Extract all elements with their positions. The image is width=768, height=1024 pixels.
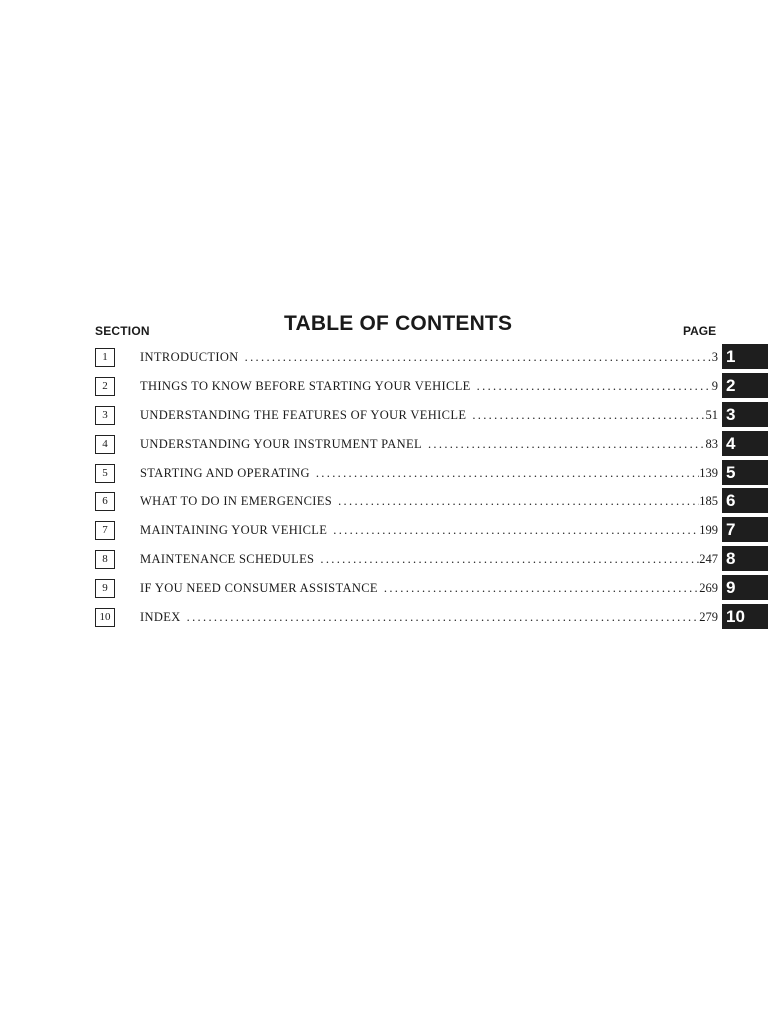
toc-entry-page-number[interactable]: 51: [705, 408, 718, 422]
section-thumb-tab[interactable]: 5: [722, 460, 768, 485]
toc-entry-title[interactable]: INDEX: [140, 610, 181, 624]
toc-entry-line[interactable]: [140, 610, 718, 626]
page-column-header: PAGE: [683, 324, 717, 338]
toc-entry-page-number[interactable]: 247: [699, 552, 718, 566]
toc-entry-line[interactable]: [140, 408, 718, 424]
section-thumb-tab[interactable]: 8: [722, 546, 768, 571]
toc-entry[interactable]: [0, 464, 768, 488]
toc-entry-title[interactable]: IF YOU NEED CONSUMER ASSISTANCE: [140, 581, 378, 595]
dot-leader: [471, 379, 712, 394]
toc-entry-line[interactable]: [140, 581, 718, 597]
toc-entry[interactable]: [0, 435, 768, 459]
dot-leader: [181, 610, 700, 625]
section-thumb-tab[interactable]: 10: [722, 604, 768, 629]
toc-entry[interactable]: [0, 492, 768, 516]
dot-leader: [422, 437, 706, 452]
toc-entry[interactable]: [0, 550, 768, 574]
toc-entry-title[interactable]: INTRODUCTION: [140, 350, 239, 364]
section-thumb-tab[interactable]: 9: [722, 575, 768, 600]
toc-entry-page-number[interactable]: 185: [699, 494, 718, 508]
toc-entry-line[interactable]: [140, 494, 718, 510]
toc-entry-title[interactable]: WHAT TO DO IN EMERGENCIES: [140, 494, 333, 508]
toc-entry-page-number[interactable]: 269: [699, 581, 718, 595]
toc-entry-title[interactable]: THINGS TO KNOW BEFORE STARTING YOUR VEHICLE: [140, 379, 471, 393]
section-number-box: 5: [95, 464, 115, 483]
toc-entry-title[interactable]: MAINTAINING YOUR VEHICLE: [140, 523, 328, 537]
section-number-box: 1: [95, 348, 115, 367]
dot-leader: [314, 552, 699, 567]
toc-entry-page-number[interactable]: 199: [699, 523, 718, 537]
toc-entry-page-number[interactable]: 139: [699, 466, 718, 480]
toc-entry-title[interactable]: UNDERSTANDING YOUR INSTRUMENT PANEL: [140, 437, 422, 451]
toc-entry-title[interactable]: STARTING AND OPERATING: [140, 466, 310, 480]
dot-leader: [466, 408, 705, 423]
toc-entry[interactable]: [0, 348, 768, 372]
section-thumb-tab[interactable]: 7: [722, 517, 768, 542]
toc-entry[interactable]: [0, 608, 768, 632]
section-thumb-tab[interactable]: 6: [722, 488, 768, 513]
toc-entry-title[interactable]: UNDERSTANDING THE FEATURES OF YOUR VEHICLE: [140, 408, 467, 422]
section-number-box: 2: [95, 377, 115, 396]
toc-entry[interactable]: [0, 521, 768, 545]
toc-entry-line[interactable]: [140, 552, 718, 568]
section-thumb-tab[interactable]: 2: [722, 373, 768, 398]
toc-entry-page-number[interactable]: 83: [705, 437, 718, 451]
dot-leader: [378, 581, 699, 596]
toc-entry[interactable]: [0, 579, 768, 603]
toc-entry-line[interactable]: [140, 466, 718, 482]
section-number-box: 3: [95, 406, 115, 425]
section-number-box: 7: [95, 521, 115, 540]
section-number-box: 4: [95, 435, 115, 454]
toc-entry-page-number[interactable]: 9: [711, 379, 718, 393]
section-number-box: 10: [95, 608, 115, 627]
toc-entry[interactable]: [0, 406, 768, 430]
toc-entry-line[interactable]: [140, 523, 718, 539]
section-thumb-tab[interactable]: 3: [722, 402, 768, 427]
toc-entry[interactable]: [0, 377, 768, 401]
section-number-box: 9: [95, 579, 115, 598]
page-title: TABLE OF CONTENTS: [284, 312, 513, 335]
toc-entry-title[interactable]: MAINTENANCE SCHEDULES: [140, 552, 315, 566]
dot-leader: [310, 466, 699, 481]
section-column-header: SECTION: [95, 324, 150, 338]
toc-entry-page-number[interactable]: 3: [711, 350, 718, 364]
toc-entry-line[interactable]: [140, 437, 718, 453]
dot-leader: [239, 350, 712, 365]
toc-entry-line[interactable]: [140, 350, 718, 366]
section-number-box: 8: [95, 550, 115, 569]
toc-entry-page-number[interactable]: 279: [699, 610, 718, 624]
section-thumb-tab[interactable]: 4: [722, 431, 768, 456]
toc-entry-line[interactable]: [140, 379, 718, 395]
dot-leader: [332, 494, 699, 509]
dot-leader: [327, 523, 699, 538]
section-number-box: 6: [95, 492, 115, 511]
section-thumb-tab[interactable]: 1: [722, 344, 768, 369]
